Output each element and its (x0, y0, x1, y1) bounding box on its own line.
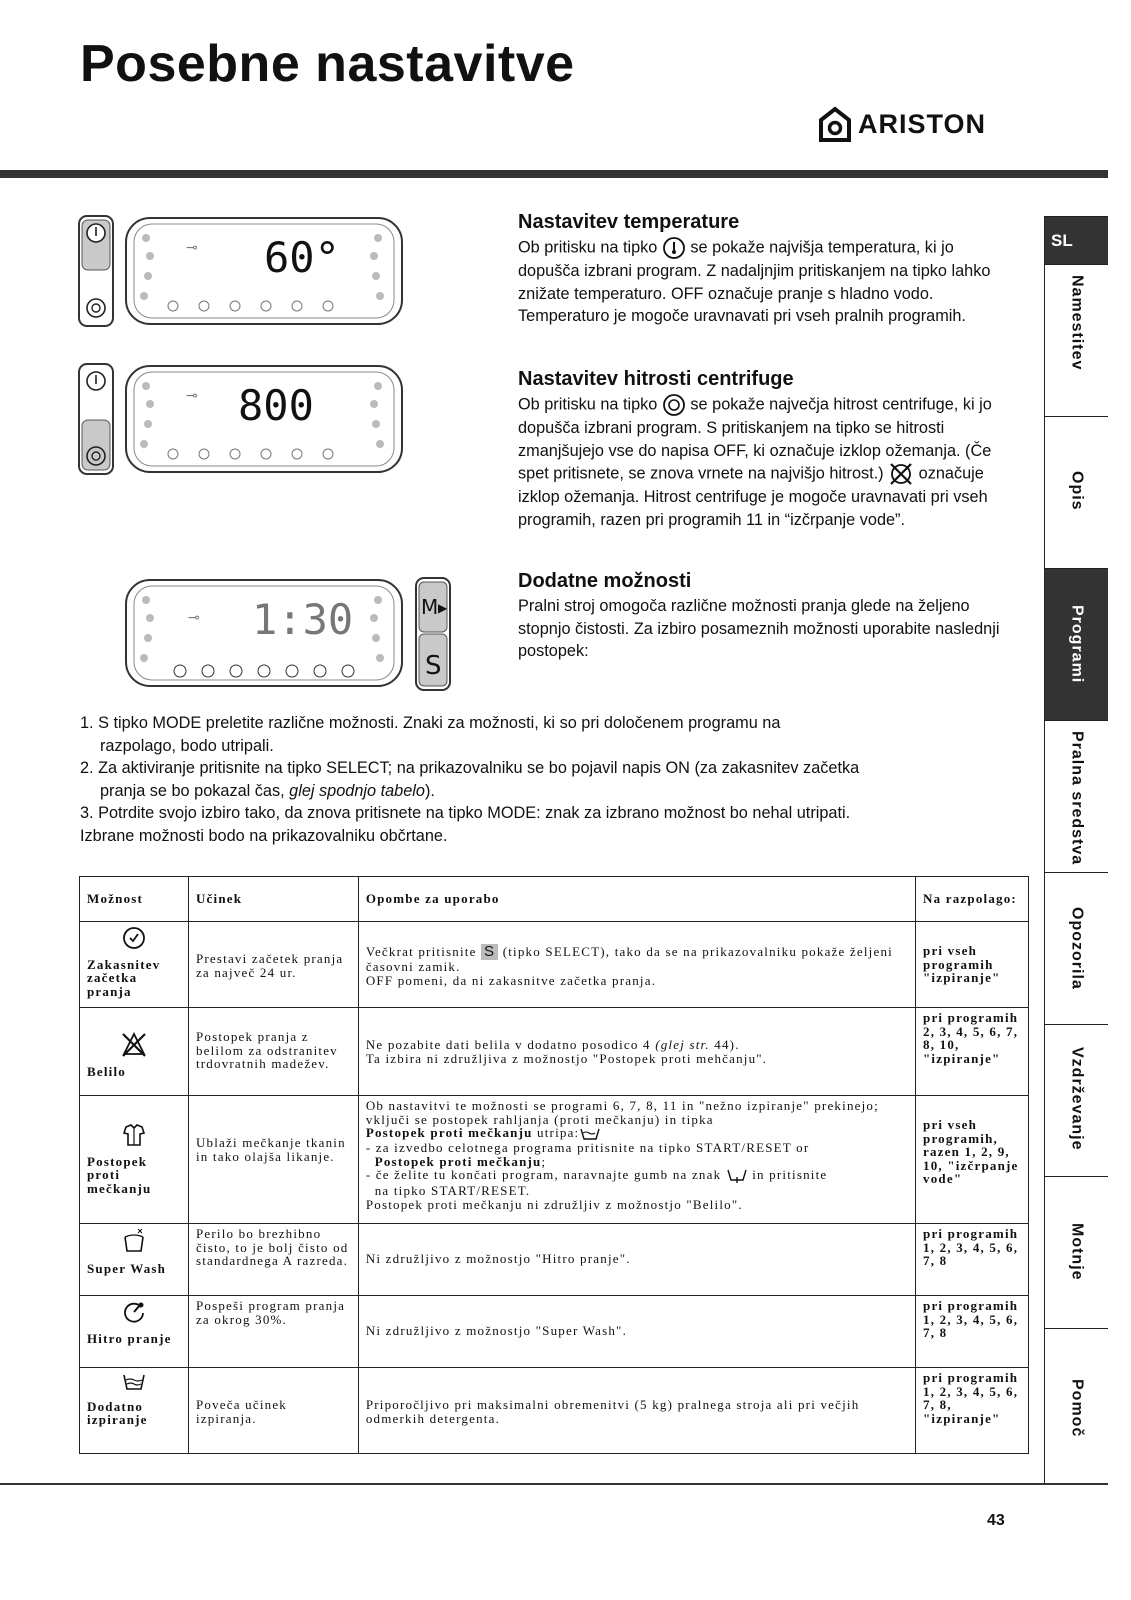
table-row (80, 922, 1029, 1008)
tab-programi[interactable]: Programi (1044, 568, 1108, 720)
brand-logo (818, 106, 986, 142)
spin-readout: 800 (238, 381, 314, 430)
header-rule (0, 170, 1108, 178)
options-display-panel (124, 576, 454, 694)
step-note: Izbrane možnosti bodo na prikazovalniku občrtane. (80, 826, 448, 845)
col-header-availability: Na razpolago: (916, 877, 1029, 922)
extra-rinse-icon (121, 1371, 147, 1393)
option-availability: pri programih 1, 2, 3, 4, 5, 6, 7, 8 (916, 1296, 1029, 1368)
option-effect: Poveča učinek izpiranja. (188, 1368, 358, 1454)
table-row (80, 1224, 1029, 1296)
spin-button-icon (662, 393, 686, 417)
option-effect: Postopek pranja z belilom za odstranitev trdovratnih madežev. (188, 1008, 358, 1096)
temperature-readout: 60° (264, 233, 340, 282)
option-notes: Priporočljivo pri maksimalni obremenitvi (5 kg) pralnega stroja ali pri večjih odmerkih detergenta. (358, 1368, 915, 1454)
temperature-button-icon[interactable] (87, 372, 105, 390)
anti-crease-icon (121, 1122, 147, 1148)
no-spin-icon (888, 462, 914, 486)
option-effect: Pospeši program pranja za okrog 30%. (188, 1296, 358, 1368)
option-availability: pri programih 1, 2, 3, 4, 5, 6, 7, 8, "izpiranje" (916, 1368, 1029, 1454)
steps-list (80, 712, 1030, 847)
table-header-row (80, 877, 1029, 922)
tab-namestitev[interactable]: Namestitev (1044, 264, 1108, 416)
super-wash-icon (121, 1227, 147, 1255)
tab-motnje[interactable]: Motnje (1044, 1176, 1108, 1328)
tab-sl[interactable]: SL (1044, 216, 1108, 264)
tab-opis[interactable]: Opis (1044, 416, 1108, 568)
drain-icon (726, 1168, 748, 1184)
tab-opozorila[interactable]: Opozorila (1044, 872, 1108, 1024)
ariston-house-icon (818, 106, 852, 142)
col-header-notes: Opombe za uporabo (358, 877, 915, 922)
tab-vzdrzevanje[interactable]: Vzdrževanje (1044, 1024, 1108, 1176)
rinse-tub-icon (579, 1127, 601, 1141)
options-text: Pralni stroj omogoča različne možnosti pranja glede na željeno stopnjo čistosti. Za izbiro posameznih možnosti uporabite naslednji postopek: (518, 597, 1000, 660)
footer-rule (0, 1483, 1108, 1485)
option-name: Zakasnitev začetka pranja (87, 956, 161, 999)
options-table (79, 876, 1029, 1454)
step-2-cont: pranja se bo pokazal čas, glej spodnjo tabelo). (100, 781, 435, 800)
step-3: 3. Potrdite svojo izbiro tako, da znova pritisnete na tipko MODE: znak za izbrano možnost bo nehal utripati. (80, 804, 851, 822)
temperature-button-icon[interactable] (87, 224, 105, 242)
col-header-option: Možnost (80, 877, 189, 922)
page-number: 43 (987, 1512, 1005, 1529)
svg-text:⊸: ⊸ (188, 610, 200, 626)
select-key-icon: S (481, 944, 498, 960)
bleach-icon (119, 1030, 149, 1058)
spin-section (518, 368, 1018, 531)
tab-pomoc[interactable]: Pomoč (1044, 1328, 1108, 1484)
step-1: 1. S tipko MODE preletite različne možnosti. Znaki za možnosti, ki so pri določenem programu na (80, 714, 781, 732)
mode-arrow-icon: ▶ (438, 601, 448, 615)
svg-text:⊸: ⊸ (186, 388, 198, 404)
table-row (80, 1008, 1029, 1096)
option-notes: Ob nastavitvi te možnosti se programi 6, 7, 8, 11 in "nežno izpiranje" prekinejo; vključi se postopek rahljanja (proti mečkanju) in tipka Postopek proti mečkanju utripa: - za izvedbo celotnega programa pritisnite na tipko START/RESET or Postopek proti mečkanju; - če želite tu končati program, naravnajte gumb na znak in pritisnite na tipko START/RESET. Postopek proti mečkanju ni združljiv z možnostjo "Belilo". (358, 1096, 915, 1224)
option-availability: pri vseh programih "izpiranje" (916, 922, 1029, 1008)
temperature-heading: Nastavitev temperature (518, 211, 740, 233)
option-name: Super Wash (87, 1260, 167, 1276)
options-section (518, 570, 1018, 663)
page-title: Posebne nastavitve (80, 35, 575, 93)
option-availability: pri programih 1, 2, 3, 4, 5, 6, 7, 8 (916, 1224, 1029, 1296)
quick-wash-icon (121, 1299, 147, 1325)
temperature-text: Ob pritisku na tipko se pokaže najvišja temperatura, ki jo dopušča izbrani program. Z nadaljnjim pritiskanjem na tipko lahko znižate temperaturo. OFF označuje pranje s hladno vodo. Temperaturo je mogoče uravnavati pri vseh pralnih programih. (518, 236, 1018, 328)
table-row (80, 1096, 1029, 1224)
temperature-display-panel (78, 214, 408, 329)
tab-pralna-sredstva[interactable]: Pralna sredstva (1044, 720, 1108, 872)
option-name: Postopek proti mečkanju (87, 1153, 152, 1196)
options-heading: Dodatne možnosti (518, 570, 692, 592)
option-availability: pri programih 2, 3, 4, 5, 6, 7, 8, 10, "izpiranje" (916, 1008, 1029, 1096)
temperature-section (518, 211, 1018, 328)
option-effect: Perilo bo brezhibno čisto, to je bolj čisto od standardnega A razreda. (188, 1224, 358, 1296)
brand-name: ARISTON (858, 108, 987, 139)
option-name: Dodatno izpiranje (87, 1398, 148, 1427)
spin-text: Ob pritisku na tipko se pokaže največja hitrost centrifuge, ki jo dopušča izbrani program. S pritiskanjem na tipko se hitrosti zmanjšujejo vse do napisa OFF, ki označuje izklop ožemanja. (Če spet pritisnete, se znova vrnete na najvišjo hitrost.) označuje izklop ožemanja. Hitrost centrifuge je mogoče uravnavati pri vseh programih, razen pri programih 11 in “izčrpanje vode”. (518, 393, 1018, 531)
spin-display-panel (78, 362, 408, 477)
svg-text:⊸: ⊸ (186, 240, 198, 256)
option-name: Belilo (87, 1063, 126, 1079)
delay-start-icon (121, 925, 147, 951)
col-header-effect: Učinek (188, 877, 358, 922)
spin-heading: Nastavitev hitrosti centrifuge (518, 368, 794, 390)
step-1-cont: razpolago, bodo utripali. (100, 736, 274, 755)
option-availability: pri vseh programih, razen 1, 2, 9, 10, "izčrpanje vode" (916, 1096, 1029, 1224)
table-row (80, 1296, 1029, 1368)
step-2: 2. Za aktiviranje pritisnite na tipko SELECT; na prikazovalniku se bo pojavil napis ON (za zakasnitev začetka (80, 759, 860, 777)
section-sidebar (1044, 216, 1108, 1484)
option-notes: Večkrat pritisnite S (tipko SELECT), tako da se na prikazovalniku pokaže željeni časovni zamik. OFF pomeni, da ni zakasnitve začetka pranja. (358, 922, 915, 1008)
option-effect: Ublaži mečkanje tkanin in tako olajša likanje. (188, 1096, 358, 1224)
option-name: Hitro pranje (87, 1330, 172, 1346)
option-notes: Ni združljivo z možnostjo "Hitro pranje". (358, 1224, 915, 1296)
option-notes: Ni združljivo z možnostjo "Super Wash". (358, 1296, 915, 1368)
select-button[interactable]: S (425, 651, 442, 681)
delay-readout: 1:30 (252, 595, 354, 644)
option-notes: Ne pozabite dati belila v dodatno posodico 4 (glej str. 44). Ta izbira ni združljiva z možnostjo "Postopek proti mehčanju". (358, 1008, 915, 1096)
temperature-button-icon (662, 236, 686, 260)
option-effect: Prestavi začetek pranja za največ 24 ur. (188, 922, 358, 1008)
mode-button[interactable]: M (421, 595, 439, 619)
table-row (80, 1368, 1029, 1454)
